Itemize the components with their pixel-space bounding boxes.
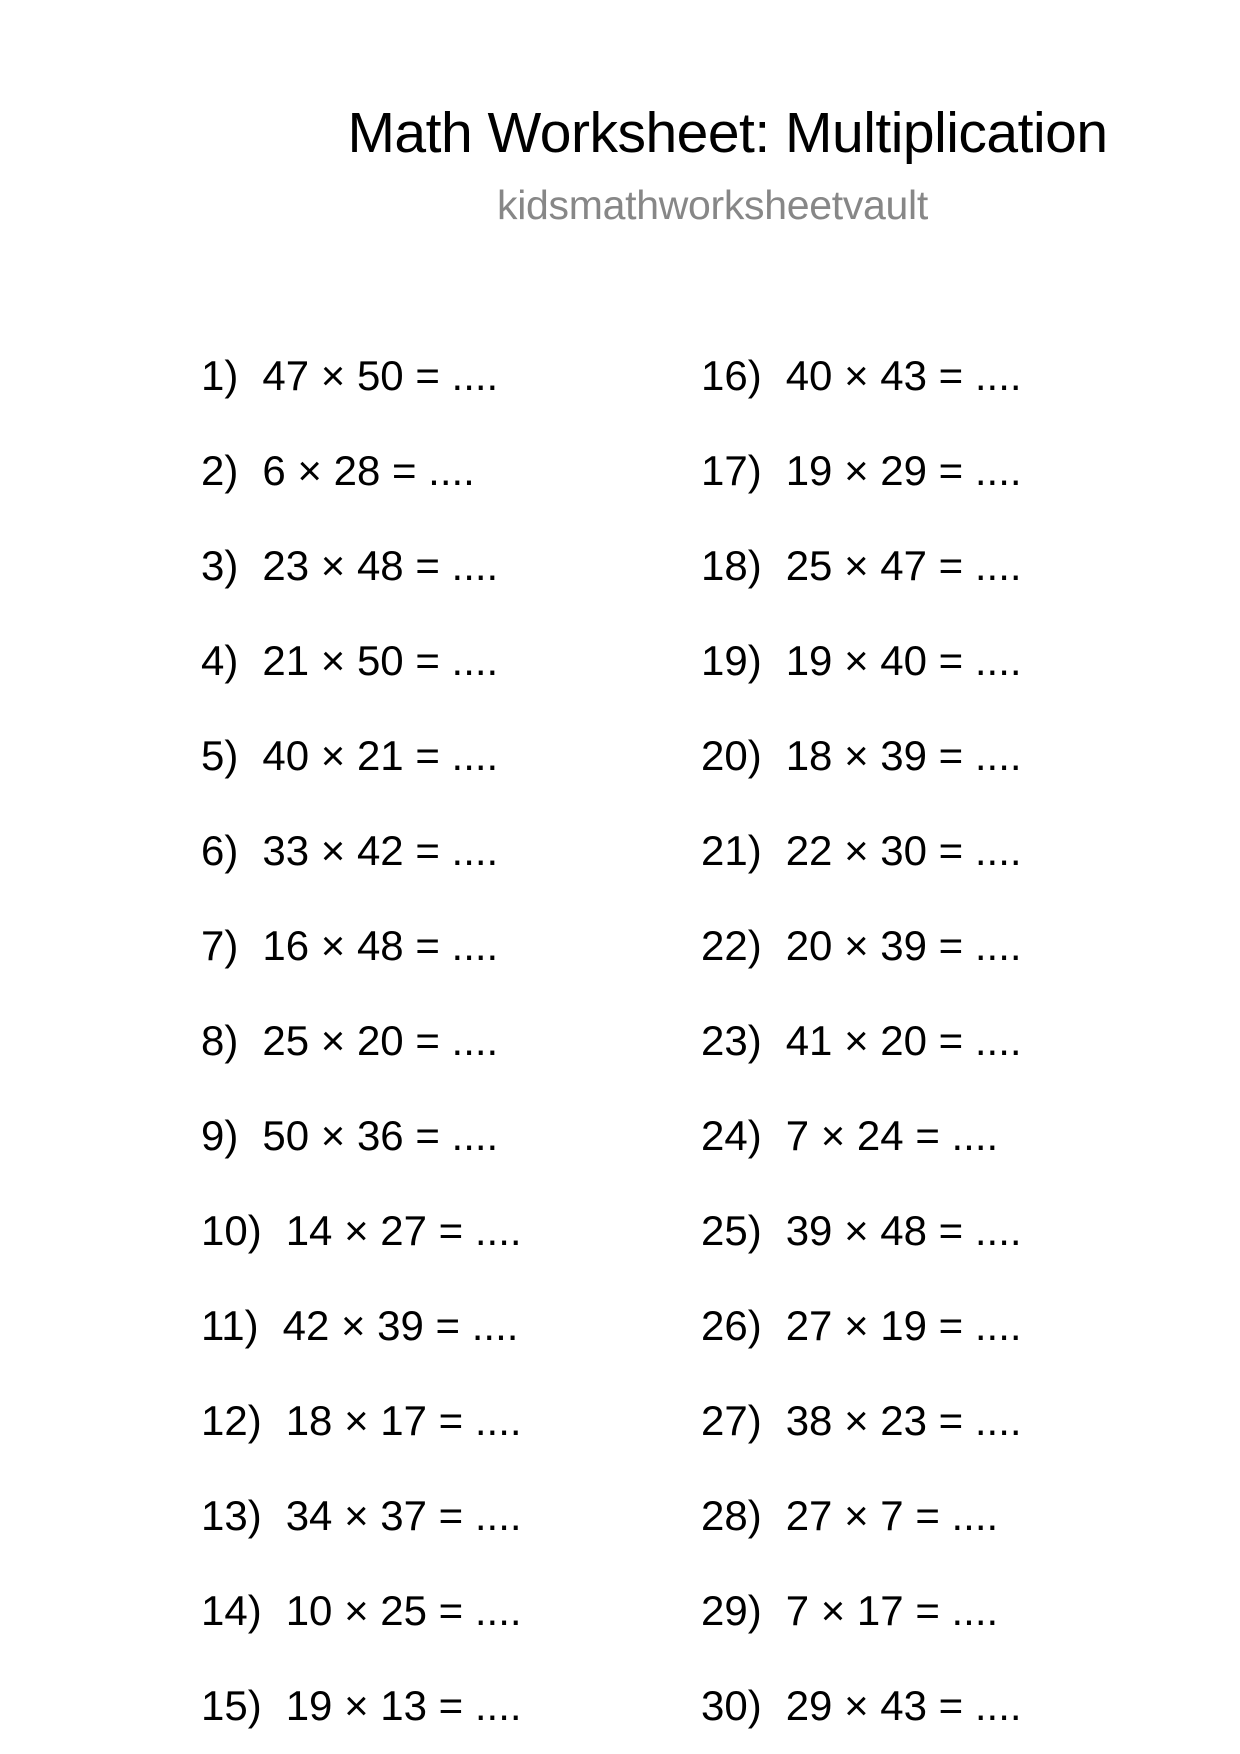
problem-number: 22) <box>701 922 762 969</box>
problem-item <box>701 1111 998 1161</box>
problem-number: 13) <box>201 1492 262 1539</box>
problem-expression: 19 × 29 = .... <box>785 447 1022 494</box>
problem-expression: 40 × 21 = .... <box>262 732 499 779</box>
problem-number: 7) <box>201 922 239 969</box>
problem-expression: 10 × 25 = .... <box>285 1587 522 1634</box>
problem-expression: 40 × 43 = .... <box>785 352 1022 399</box>
problem-item <box>201 1016 498 1066</box>
problem-number: 4) <box>201 637 239 684</box>
problem-number: 30) <box>701 1682 762 1729</box>
problem-item <box>701 921 1022 971</box>
problem-number: 25) <box>701 1207 762 1254</box>
problem-item <box>701 1681 1022 1731</box>
problem-number: 2) <box>201 447 239 494</box>
problem-item <box>701 1301 1022 1351</box>
problem-item <box>701 636 1022 686</box>
problem-number: 19) <box>701 637 762 684</box>
problem-item <box>201 1396 522 1446</box>
problem-item <box>201 541 498 591</box>
problem-item <box>201 636 498 686</box>
problem-item <box>201 1491 522 1541</box>
problem-item <box>201 731 498 781</box>
problem-item <box>701 1206 1022 1256</box>
problem-item <box>201 1681 522 1731</box>
problem-expression: 18 × 39 = .... <box>785 732 1022 779</box>
problem-item <box>201 921 498 971</box>
problem-item <box>701 1586 998 1636</box>
problem-number: 17) <box>701 447 762 494</box>
problem-number: 12) <box>201 1397 262 1444</box>
problem-number: 27) <box>701 1397 762 1444</box>
problem-number: 23) <box>701 1017 762 1064</box>
problem-expression: 23 × 48 = .... <box>262 542 499 589</box>
problem-number: 28) <box>701 1492 762 1539</box>
problem-expression: 34 × 37 = .... <box>285 1492 522 1539</box>
problem-number: 14) <box>201 1587 262 1634</box>
problem-number: 20) <box>701 732 762 779</box>
problem-item <box>701 731 1022 781</box>
problem-expression: 18 × 17 = .... <box>285 1397 522 1444</box>
problem-number: 5) <box>201 732 239 779</box>
problem-number: 24) <box>701 1112 762 1159</box>
problem-number: 3) <box>201 542 239 589</box>
problem-expression: 21 × 50 = .... <box>262 637 499 684</box>
problem-item <box>701 1016 1022 1066</box>
problem-number: 8) <box>201 1017 239 1064</box>
problem-item <box>201 826 498 876</box>
problem-number: 26) <box>701 1302 762 1349</box>
problem-expression: 20 × 39 = .... <box>785 922 1022 969</box>
problem-expression: 25 × 47 = .... <box>785 542 1022 589</box>
problem-number: 10) <box>201 1207 262 1254</box>
problem-expression: 42 × 39 = .... <box>282 1302 519 1349</box>
problem-number: 11) <box>201 1302 259 1349</box>
problem-item <box>701 1491 998 1541</box>
problem-expression: 33 × 42 = .... <box>262 827 499 874</box>
problem-expression: 7 × 24 = .... <box>785 1112 999 1159</box>
problem-number: 1) <box>201 352 239 399</box>
problem-number: 6) <box>201 827 239 874</box>
problem-expression: 29 × 43 = .... <box>785 1682 1022 1729</box>
problem-number: 9) <box>201 1112 239 1159</box>
problem-item <box>201 1586 522 1636</box>
problem-expression: 19 × 40 = .... <box>785 637 1022 684</box>
problem-expression: 41 × 20 = .... <box>785 1017 1022 1064</box>
problem-expression: 47 × 50 = .... <box>262 352 499 399</box>
problem-item <box>701 1396 1022 1446</box>
problem-number: 15) <box>201 1682 262 1729</box>
problem-item <box>701 826 1022 876</box>
problem-expression: 14 × 27 = .... <box>285 1207 522 1254</box>
problem-expression: 27 × 7 = .... <box>785 1492 999 1539</box>
problem-expression: 19 × 13 = .... <box>285 1682 522 1729</box>
problem-number: 21) <box>701 827 762 874</box>
worksheet-subtitle: kidsmathworksheetvault <box>497 182 928 228</box>
problem-item <box>201 1301 518 1351</box>
problem-item <box>201 446 475 496</box>
problem-item <box>701 351 1022 401</box>
problem-expression: 7 × 17 = .... <box>785 1587 999 1634</box>
problem-expression: 16 × 48 = .... <box>262 922 499 969</box>
problem-number: 18) <box>701 542 762 589</box>
problem-expression: 22 × 30 = .... <box>785 827 1022 874</box>
problem-item <box>701 541 1022 591</box>
problem-item <box>201 1111 498 1161</box>
problem-expression: 27 × 19 = .... <box>785 1302 1022 1349</box>
problem-number: 29) <box>701 1587 762 1634</box>
problem-expression: 38 × 23 = .... <box>785 1397 1022 1444</box>
problem-expression: 6 × 28 = .... <box>262 447 475 494</box>
problem-item <box>201 1206 522 1256</box>
problem-item <box>701 446 1022 496</box>
problem-expression: 50 × 36 = .... <box>262 1112 499 1159</box>
problem-expression: 39 × 48 = .... <box>785 1207 1022 1254</box>
problem-expression: 25 × 20 = .... <box>262 1017 499 1064</box>
problem-item <box>201 351 498 401</box>
problem-number: 16) <box>701 352 762 399</box>
worksheet-title: Math Worksheet: Multiplication <box>347 101 1108 165</box>
